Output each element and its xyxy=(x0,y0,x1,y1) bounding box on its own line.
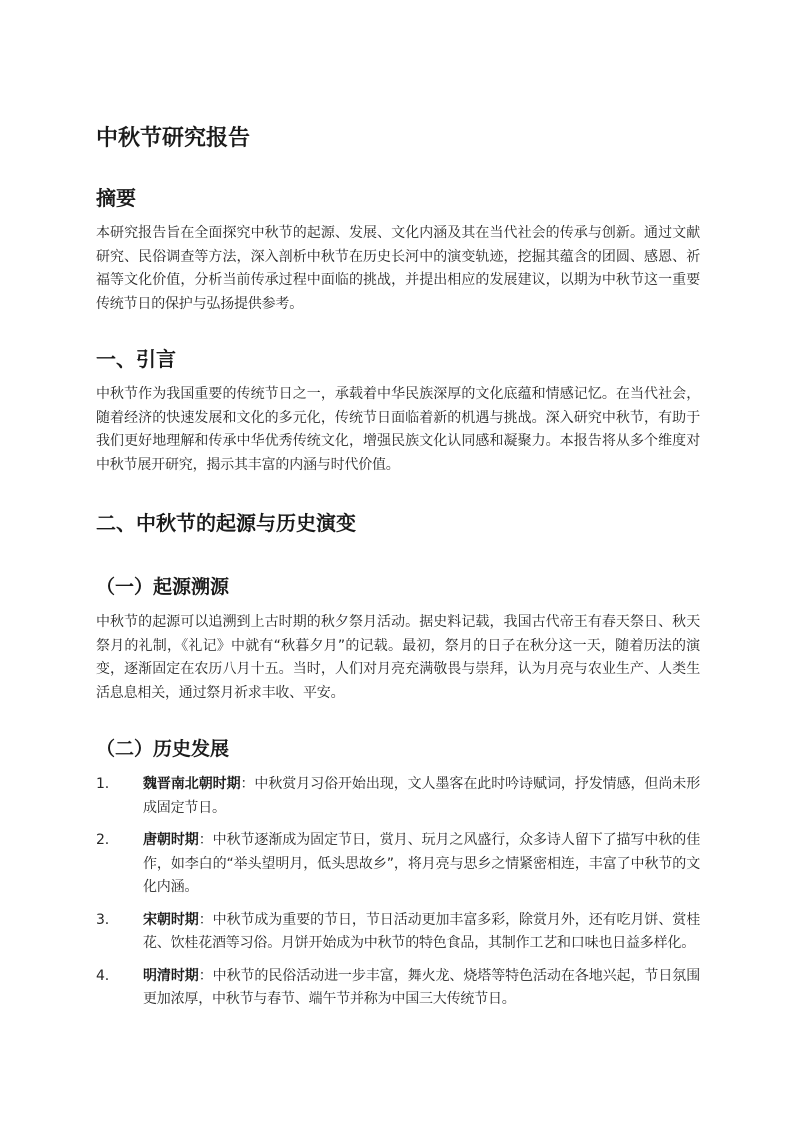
abstract-paragraph: 本研究报告旨在全面探究中秋节的起源、发展、文化内涵及其在当代社会的传承与创新。通过文献研究、民俗调查等方法，深入剖析中秋节在历史长河中的演变轨迹，挖掘其蕴含的团圆、感恩、祈福等文化价值，分析当前传承过程中面临的挑战，并提出相应的发展建议，以期为中秋节这一重要传统节日的保护与弘扬提供参考。 xyxy=(96,225,700,312)
origin-subheading: （一）起源溯源 xyxy=(96,576,230,598)
list-item xyxy=(96,909,700,956)
origin-history-section-heading: 二、中秋节的起源与历史演变 xyxy=(96,511,356,535)
list-item-term: 唐朝时期 xyxy=(143,832,199,848)
list-item xyxy=(96,773,700,820)
list-item-text: ：中秋节成为重要的节日，节日活动更加丰富多彩，除赏月外，还有吃月饼、赏桂花、饮桂花酒等习俗。月饼开始成为中秋节的特色食品，其制作工艺和口味也日益多样化。 xyxy=(143,911,700,951)
list-item-text: ：中秋节逐渐成为固定节日，赏月、玩月之风盛行，众多诗人留下了描写中秋的佳作，如李白的“举头望明月，低头思故乡”，将月亮与思乡之情紧密相连，丰富了中秋节的文化内涵。 xyxy=(143,832,700,895)
document-page xyxy=(96,110,700,1021)
history-list xyxy=(96,773,700,1012)
list-item-text: ：中秋赏月习俗开始出现，文人墨客在此时吟诗赋词，抒发情感，但尚未形成固定节日。 xyxy=(143,776,700,816)
history-subheading: （二）历史发展 xyxy=(96,738,230,760)
abstract-heading: 摘要 xyxy=(96,186,136,210)
list-item-number: 1. xyxy=(96,776,109,792)
list-item-number: 4. xyxy=(96,967,109,984)
list-item-number: 2. xyxy=(96,832,109,848)
list-item-term: 明清时期 xyxy=(143,967,199,984)
document-title: 中秋节研究报告 xyxy=(96,126,251,151)
introduction-paragraph: 中秋节作为我国重要的传统节日之一，承载着中华民族深厚的文化底蕴和情感记忆。在当代社会，随着经济的快速发展和文化的多元化，传统节日面临着新的机遇与挑战。深入研究中秋节，有助于我们更好地理解和传承中华优秀传统文化，增强民族文化认同感和凝聚力。本报告将从多个维度对中秋节展开研究，揭示其丰富的内涵与时代价值。 xyxy=(96,386,700,473)
origin-paragraph: 中秋节的起源可以追溯到上古时期的秋夕祭月活动。据史料记载，我国古代帝王有春天祭日、秋天祭月的礼制，《礼记》中就有“秋暮夕月”的记载。最初，祭月的日子在秋分这一天，随着历法的演变，逐渐固定在农历八月十五。当时，人们对月亮充满敬畏与崇拜，认为月亮与农业生产、人类生活息息相关，通过祭月祈求丰收、平安。 xyxy=(96,614,700,701)
list-item-term: 宋朝时期 xyxy=(143,911,199,928)
list-item-term: 魏晋南北朝时期 xyxy=(143,776,241,792)
list-item xyxy=(96,829,700,900)
list-item-number: 3. xyxy=(96,911,109,928)
list-item xyxy=(96,965,700,1012)
introduction-heading: 一、引言 xyxy=(96,347,176,371)
list-item-text: ：中秋节的民俗活动进一步丰富，舞火龙、烧塔等特色活动在各地兴起，节日氛围更加浓厚，中秋节与春节、端午节并称为中国三大传统节日。 xyxy=(143,967,700,1007)
